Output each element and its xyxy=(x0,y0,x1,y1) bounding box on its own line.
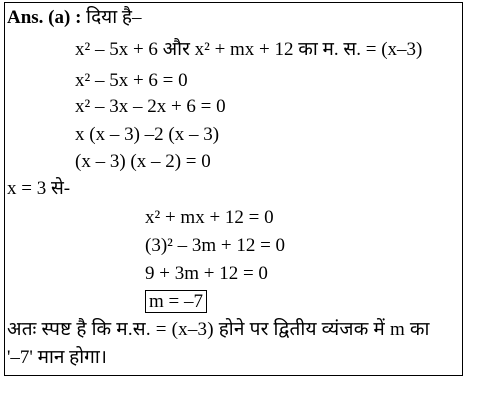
step-7: (3)² – 3m + 12 = 0 xyxy=(145,235,286,256)
result-line xyxy=(145,291,207,313)
answer-label: Ans. (a) : xyxy=(7,7,82,28)
result-box: m = –7 xyxy=(145,290,207,313)
conclusion-line-1: अतः स्पष्ट है कि म.स. = (x–3) होने पर द्वितीय व्यंजक में m का xyxy=(7,319,430,340)
step-5: (x – 3) (x – 2) = 0 xyxy=(75,151,211,172)
substitution-text: x = 3 से- xyxy=(7,178,71,199)
step-3: x² – 3x – 2x + 6 = 0 xyxy=(75,96,226,117)
step-4: x (x – 3) –2 (x – 3) xyxy=(75,124,220,145)
step-2: x² – 5x + 6 = 0 xyxy=(75,70,188,91)
answer-header xyxy=(7,7,141,29)
step-6: x² + mx + 12 = 0 xyxy=(145,207,274,228)
step-1: x² – 5x + 6 और x² + mx + 12 का म. स. = (x–3) xyxy=(75,39,423,60)
conclusion-line-2: '–7' मान होगा। xyxy=(7,347,108,368)
step-8: 9 + 3m + 12 = 0 xyxy=(145,263,268,284)
answer-box xyxy=(4,2,463,376)
given-text: दिया है– xyxy=(86,7,142,28)
